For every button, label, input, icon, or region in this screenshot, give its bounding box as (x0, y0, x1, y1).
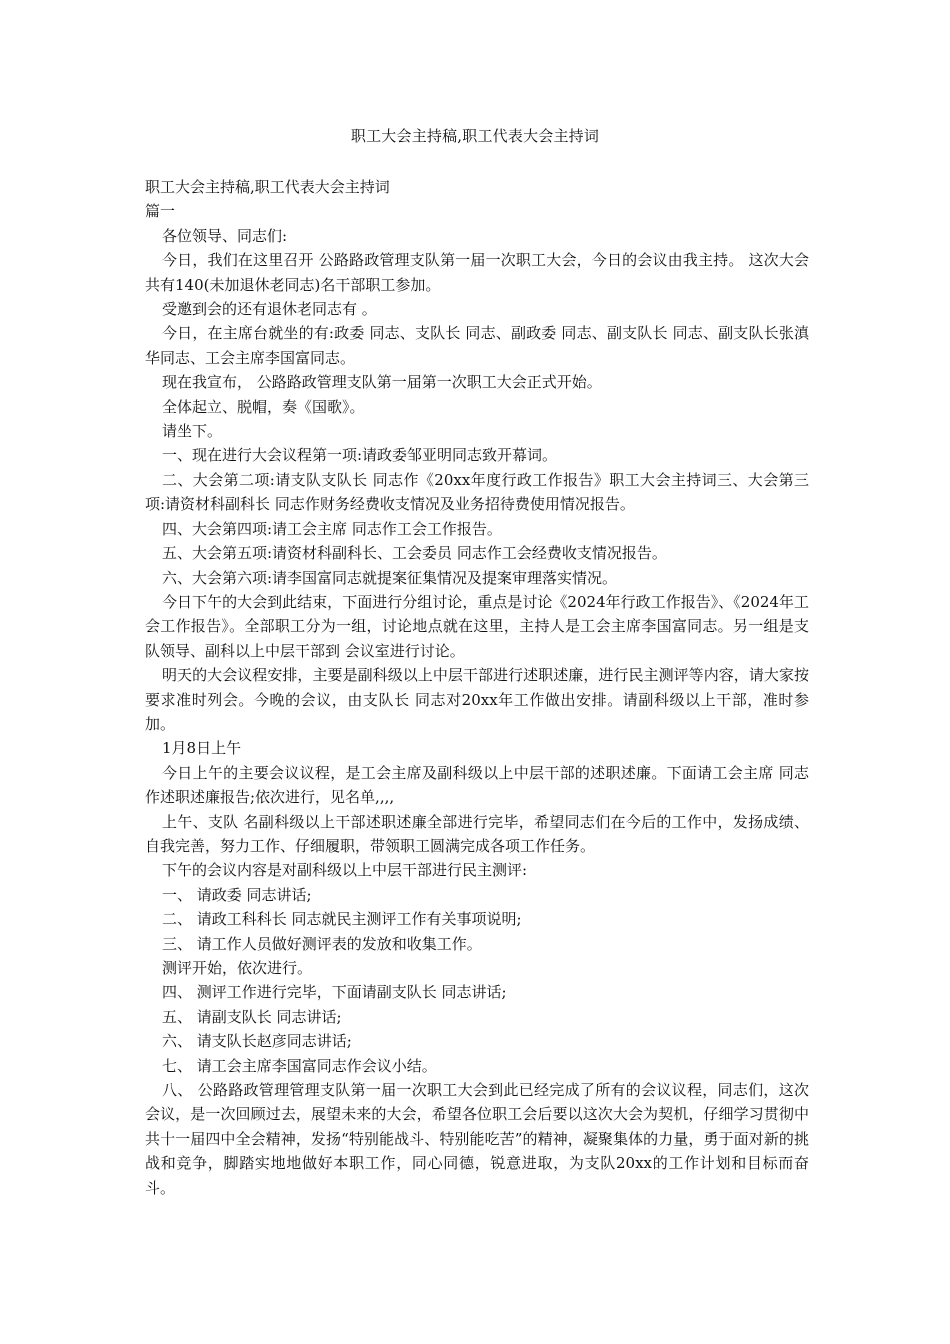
paragraph: 上午、支队 名副科级以上干部述职述廉全部进行完毕，希望同志们在今后的工作中，发扬成绩、自我完善，努力工作、仔细履职，带领职工圆满完成各项工作任务。 (145, 812, 809, 855)
paragraph: 现在我宣布， 公路路政管理支队第一届第一次职工大会正式开始。 (162, 373, 602, 392)
document-body (145, 175, 809, 1200)
paragraph: 今日，我们在这里召开 公路路政管理支队第一届一次职工大会，今日的会议由我主持。 这次大会共有140(未加退休老同志)名干部职工参加。 (145, 251, 809, 294)
paragraph: 受邀到会的还有退休老同志有 。 (162, 300, 377, 319)
paragraph: 今日上午的主要会议议程，是工会主席及副科级以上中层干部的述职述廉。下面请工会主席 同志作述职述廉报告;依次进行，见名单,,,, (145, 763, 809, 807)
paragraph: 各位领导、同志们: (162, 226, 288, 245)
agenda-item: 二、大会第二项:请支队支队长 同志作《20xx年度行政工作报告》职工大会主持词三、大会第三项:请资材科副科长 同志作财务经费收支情况及业务招待费使用情况报告。 (145, 470, 809, 514)
agenda-item: 七、 请工会主席李国富同志作会议小结。 (162, 1056, 437, 1075)
agenda-item: 五、 请副支队长 同志讲话; (162, 1007, 342, 1026)
paragraph: 今日，在主席台就坐的有:政委 同志、支队长 同志、副政委 同志、副支队长 同志、副支队长张滇华同志、工会主席李国富同志。 (145, 324, 809, 367)
paragraph: 测评开始，依次进行。 (162, 959, 313, 977)
document-title: 职工大会主持稿,职工代表大会主持词 (350, 127, 600, 145)
agenda-item: 一、 请政委 同志讲话; (162, 885, 312, 904)
agenda-item: 四、大会第四项:请工会主席 同志作工会工作报告。 (162, 519, 502, 538)
closing-paragraph: 八、 公路路政管理管理支队第一届一次职工大会到此已经完成了所有的会议议程，同志们，这次会议，是一次回顾过去，展望未来的大会，希望各位职工会后要以这次大会为契机，仔细学习贯彻中共十一届四中全会精神，发扬“特别能战斗、特别能吃苦”的精神，凝聚集体的力量，勇于面对新的挑战和竞争，脚踏实地地做好本职工作，同心同德，锐意进取，为支队20xx的工作计划和目标而奋斗。 (145, 1081, 809, 1197)
document-heading: 职工大会主持稿,职工代表大会主持词 (145, 178, 390, 196)
paragraph: 今日下午的大会到此结束，下面进行分组讨论，重点是讨论《2024年行政工作报告》、《2024年工会工作报告》。全部职工分为一组，讨论地点就在这里，主持人是工会主席李国富同志。另一组是支队领导、副科以上中层干部到 会议室进行讨论。 (145, 592, 809, 660)
paragraph: 请坐下。 (162, 422, 223, 441)
paragraph: 明天的大会议程安排，主要是副科级以上中层干部进行述职述廉，进行民主测评等内容，请大家按要求准时列会。今晚的会议，由支队长 同志对20xx年工作做出安排。请副科级以上干部，准时参加。 (145, 666, 809, 733)
agenda-item: 一、现在进行大会议程第一项:请政委邹亚明同志致开幕词。 (162, 446, 558, 465)
section-label: 篇一 (145, 202, 176, 221)
agenda-item: 四、 测评工作进行完毕，下面请副支队长 同志讲话; (162, 983, 507, 1002)
date-heading: 1月8日上午 (162, 739, 242, 758)
paragraph: 下午的会议内容是对副科级以上中层干部进行民主测评: (162, 861, 528, 880)
agenda-item: 五、大会第五项:请资材科副科长、工会委员 同志作工会经费收支情况报告。 (162, 544, 667, 563)
agenda-item: 六、 请支队长赵彦同志讲话; (162, 1032, 352, 1051)
paragraph: 全体起立、脱帽，奏《国歌》。 (162, 397, 365, 416)
agenda-item: 六、大会第六项:请李国富同志就提案征集情况及提案审理落实情况。 (162, 568, 618, 587)
agenda-item: 三、 请工作人员做好测评表的发放和收集工作。 (162, 934, 482, 953)
agenda-item: 二、 请政工科科长 同志就民主测评工作有关事项说明; (162, 910, 522, 929)
